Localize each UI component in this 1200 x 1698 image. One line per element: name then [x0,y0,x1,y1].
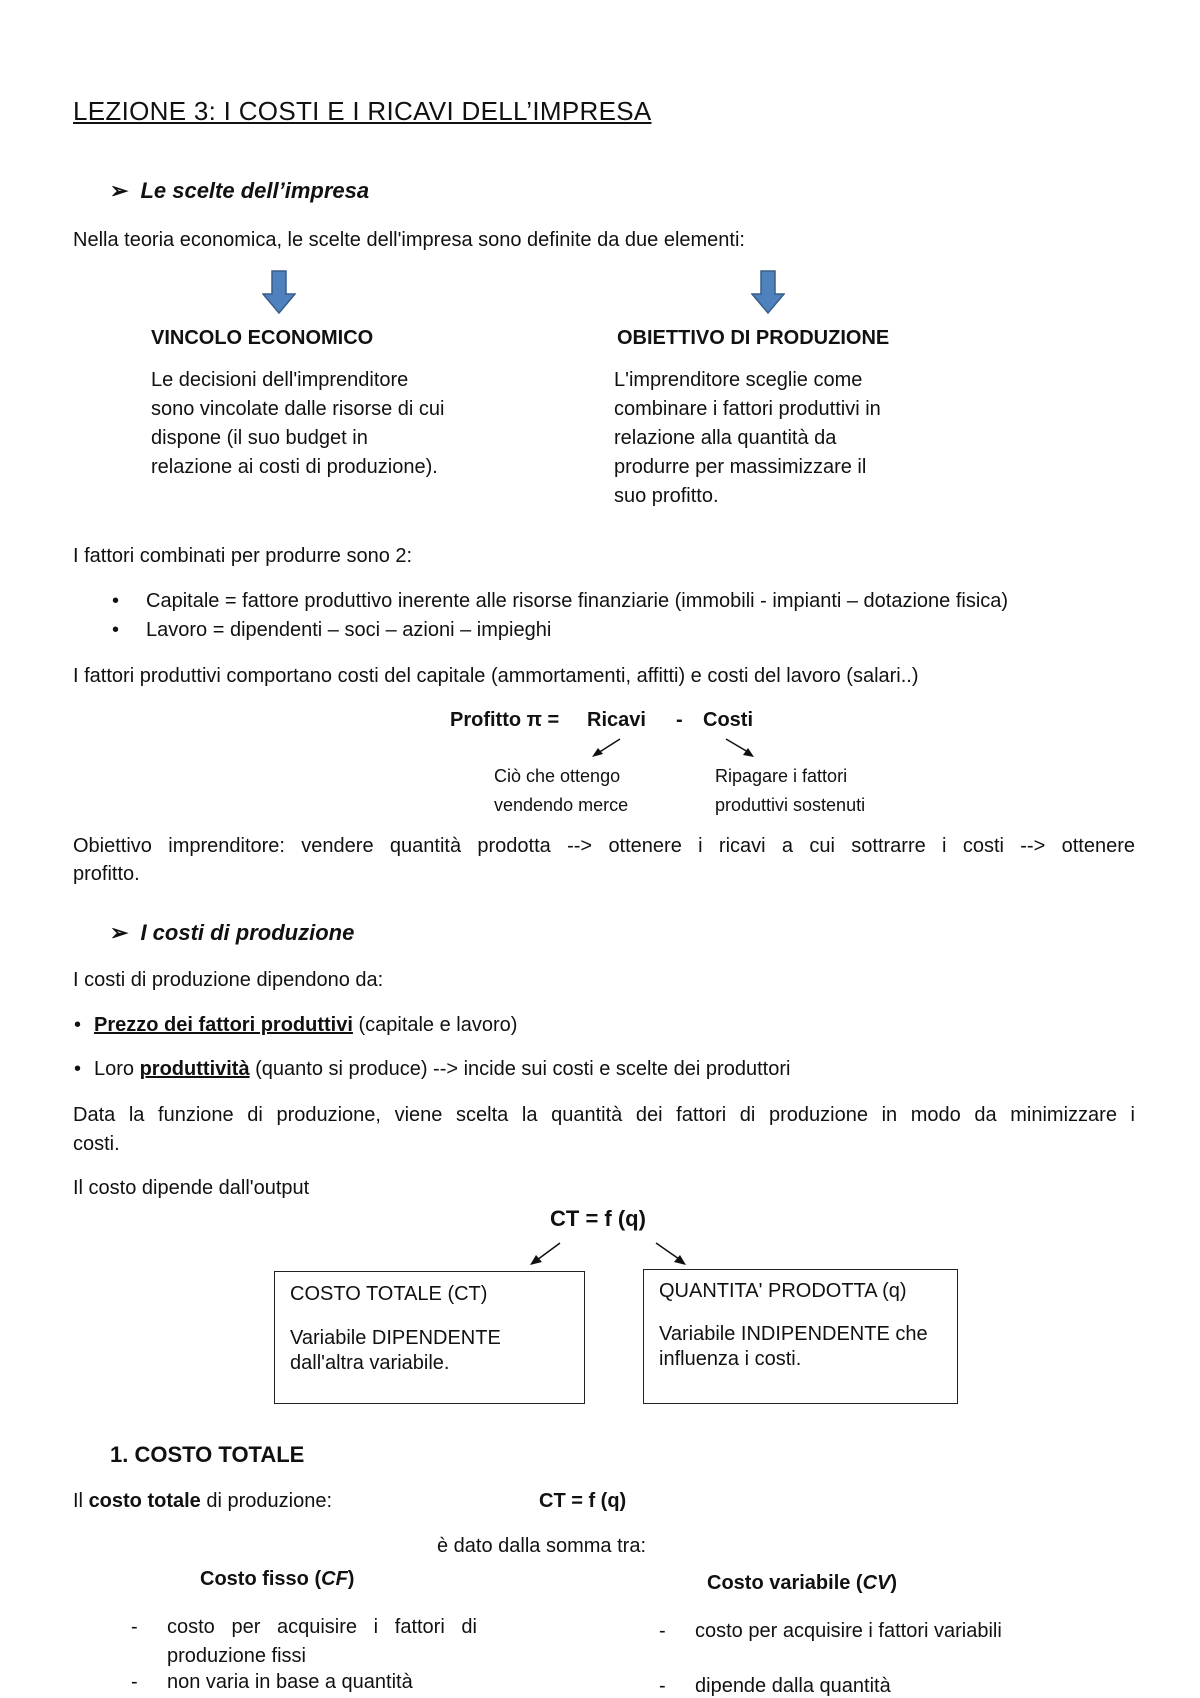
text: Costo variabile ( [707,1572,863,1594]
box-title: COSTO TOTALE (CT) [290,1283,488,1305]
list-item-text: Lavoro = dipendenti – soci – azioni – impieghi [146,619,552,641]
dash-marker: - [131,1616,138,1638]
obiettivo-heading: OBIETTIVO DI PRODUZIONE [617,327,890,349]
text: Costo fisso ( [200,1568,322,1590]
diagonal-arrow-icon [590,736,624,758]
section-heading-scelte [110,178,369,204]
list-item-text: (quanto si produce) --> incide sui costi e scelte dei produttori [249,1058,791,1080]
section-heading-costi [110,920,354,946]
list-item-text: dipende dalla quantità [695,1675,891,1697]
costo-variabile-heading [707,1571,897,1595]
output-line: Il costo dipende dall'output [73,1177,310,1199]
list-item-text: non varia in base a quantità [167,1671,413,1693]
costo-totale-line [73,1489,332,1513]
box-title: QUANTITA' PRODOTTA (q) [659,1280,907,1302]
list-item [659,1674,891,1698]
text: di produzione: [200,1490,333,1512]
diagonal-arrow-icon [652,1240,688,1266]
list-item [112,618,552,642]
dash-marker: - [131,1671,138,1693]
bullet-icon: • [74,1014,82,1036]
list-item-text: Loro [94,1058,140,1080]
arrow-bullet-icon: ➢ [110,178,129,203]
costi-intro: I costi di produzione dipendono da: [73,969,384,991]
box-text: Variabile INDIPENDENTE che influenza i costi. [659,1323,928,1370]
list-item-bold: Prezzo dei fattori produttivi [94,1014,353,1036]
text: ) [347,1568,355,1590]
list-item-text: costo per acquisire i fattori variabili [695,1620,1002,1642]
box-text: Variabile DIPENDENTE dall'altra variabile. [290,1327,501,1374]
box-costo-totale [274,1271,585,1404]
costs-line: I fattori produttivi comportano costi del capitale (ammortamenti, affitti) e costi del lavoro (salari..) [73,665,919,687]
diagonal-arrow-icon [528,1240,564,1266]
somma-line: è dato dalla somma tra: [437,1535,646,1557]
vincolo-heading: VINCOLO ECONOMICO [151,327,374,349]
costo-fisso-heading [200,1567,354,1591]
formula-ct-2: CT = f (q) [539,1490,627,1512]
list-item [659,1617,1005,1646]
bullet-icon: • [112,619,120,641]
text-bold: costo totale [88,1490,201,1512]
section-heading-costo-totale: 1. COSTO TOTALE [110,1442,305,1467]
list-item [74,1013,518,1037]
data-line: Data la funzione di produzione, viene scelta la quantità dei fattori di produzione in modo da minimizzare i [73,1104,1135,1126]
dash-marker: - [659,1620,666,1642]
data-line-end: costi. [73,1133,120,1155]
list-item-text: (capitale e lavoro) [352,1014,518,1036]
list-item [112,589,1009,613]
list-item [74,1057,791,1081]
formula-ricavi: Ricavi [587,709,646,731]
diagonal-arrow-icon [722,736,756,758]
list-item-text: costo per acquisire i fattori di produzione fissi [167,1616,477,1667]
scelte-intro: Nella teoria economica, le scelte dell'impresa sono definite da due elementi: [73,229,745,251]
factors-intro: I fattori combinati per produrre sono 2: [73,545,413,567]
note-ricavi: Ciò che ottengo vendendo merce [494,766,629,815]
formula-profit: Profitto π = [450,709,560,731]
obiettivo-line: Obiettivo imprenditore: vendere quantità prodotta --> ottenere i ricavi a cui sottrarre i costi --> ottenere [73,835,1135,857]
text-italic: CV [862,1572,891,1594]
note-costi: Ripagare i fattori produttivi sostenuti [715,766,866,815]
obiettivo-text: L'imprenditore sceglie come combinare i fattori produttivi in relazione alla quantità da produrre per massimizzare il suo profitto. [614,369,881,507]
obiettivo-line-end: profitto. [73,863,140,885]
list-item-text: Capitale = fattore produttivo inerente alle risorse finanziarie (immobili - impianti – dotazione fisica) [146,590,1009,612]
text: Il [73,1490,89,1512]
page-title: LEZIONE 3: I COSTI E I RICAVI DELL’IMPRESA [73,96,652,126]
section-heading-text: I costi di produzione [140,920,355,945]
formula-costi: Costi [703,709,753,731]
bullet-icon: • [112,590,120,612]
down-arrow-icon [262,270,296,314]
section-heading-text: Le scelte dell’impresa [140,178,370,203]
list-item-bold: produttività [139,1058,250,1080]
bullet-icon: • [74,1058,82,1080]
arrow-bullet-icon: ➢ [110,920,129,945]
formula-ct: CT = f (q) [550,1206,646,1231]
box-quantita-prodotta [643,1269,958,1404]
vincolo-text: Le decisioni dell'imprenditore sono vincolate dalle risorse di cui dispone (il suo budget in relazione ai costi di produzione). [151,369,445,478]
list-item [131,1613,477,1671]
text: ) [890,1572,898,1594]
dash-marker: - [659,1675,666,1697]
down-arrow-icon [751,270,785,314]
formula-minus: - [676,709,683,731]
text-italic: CF [321,1568,348,1590]
list-item [131,1670,413,1694]
